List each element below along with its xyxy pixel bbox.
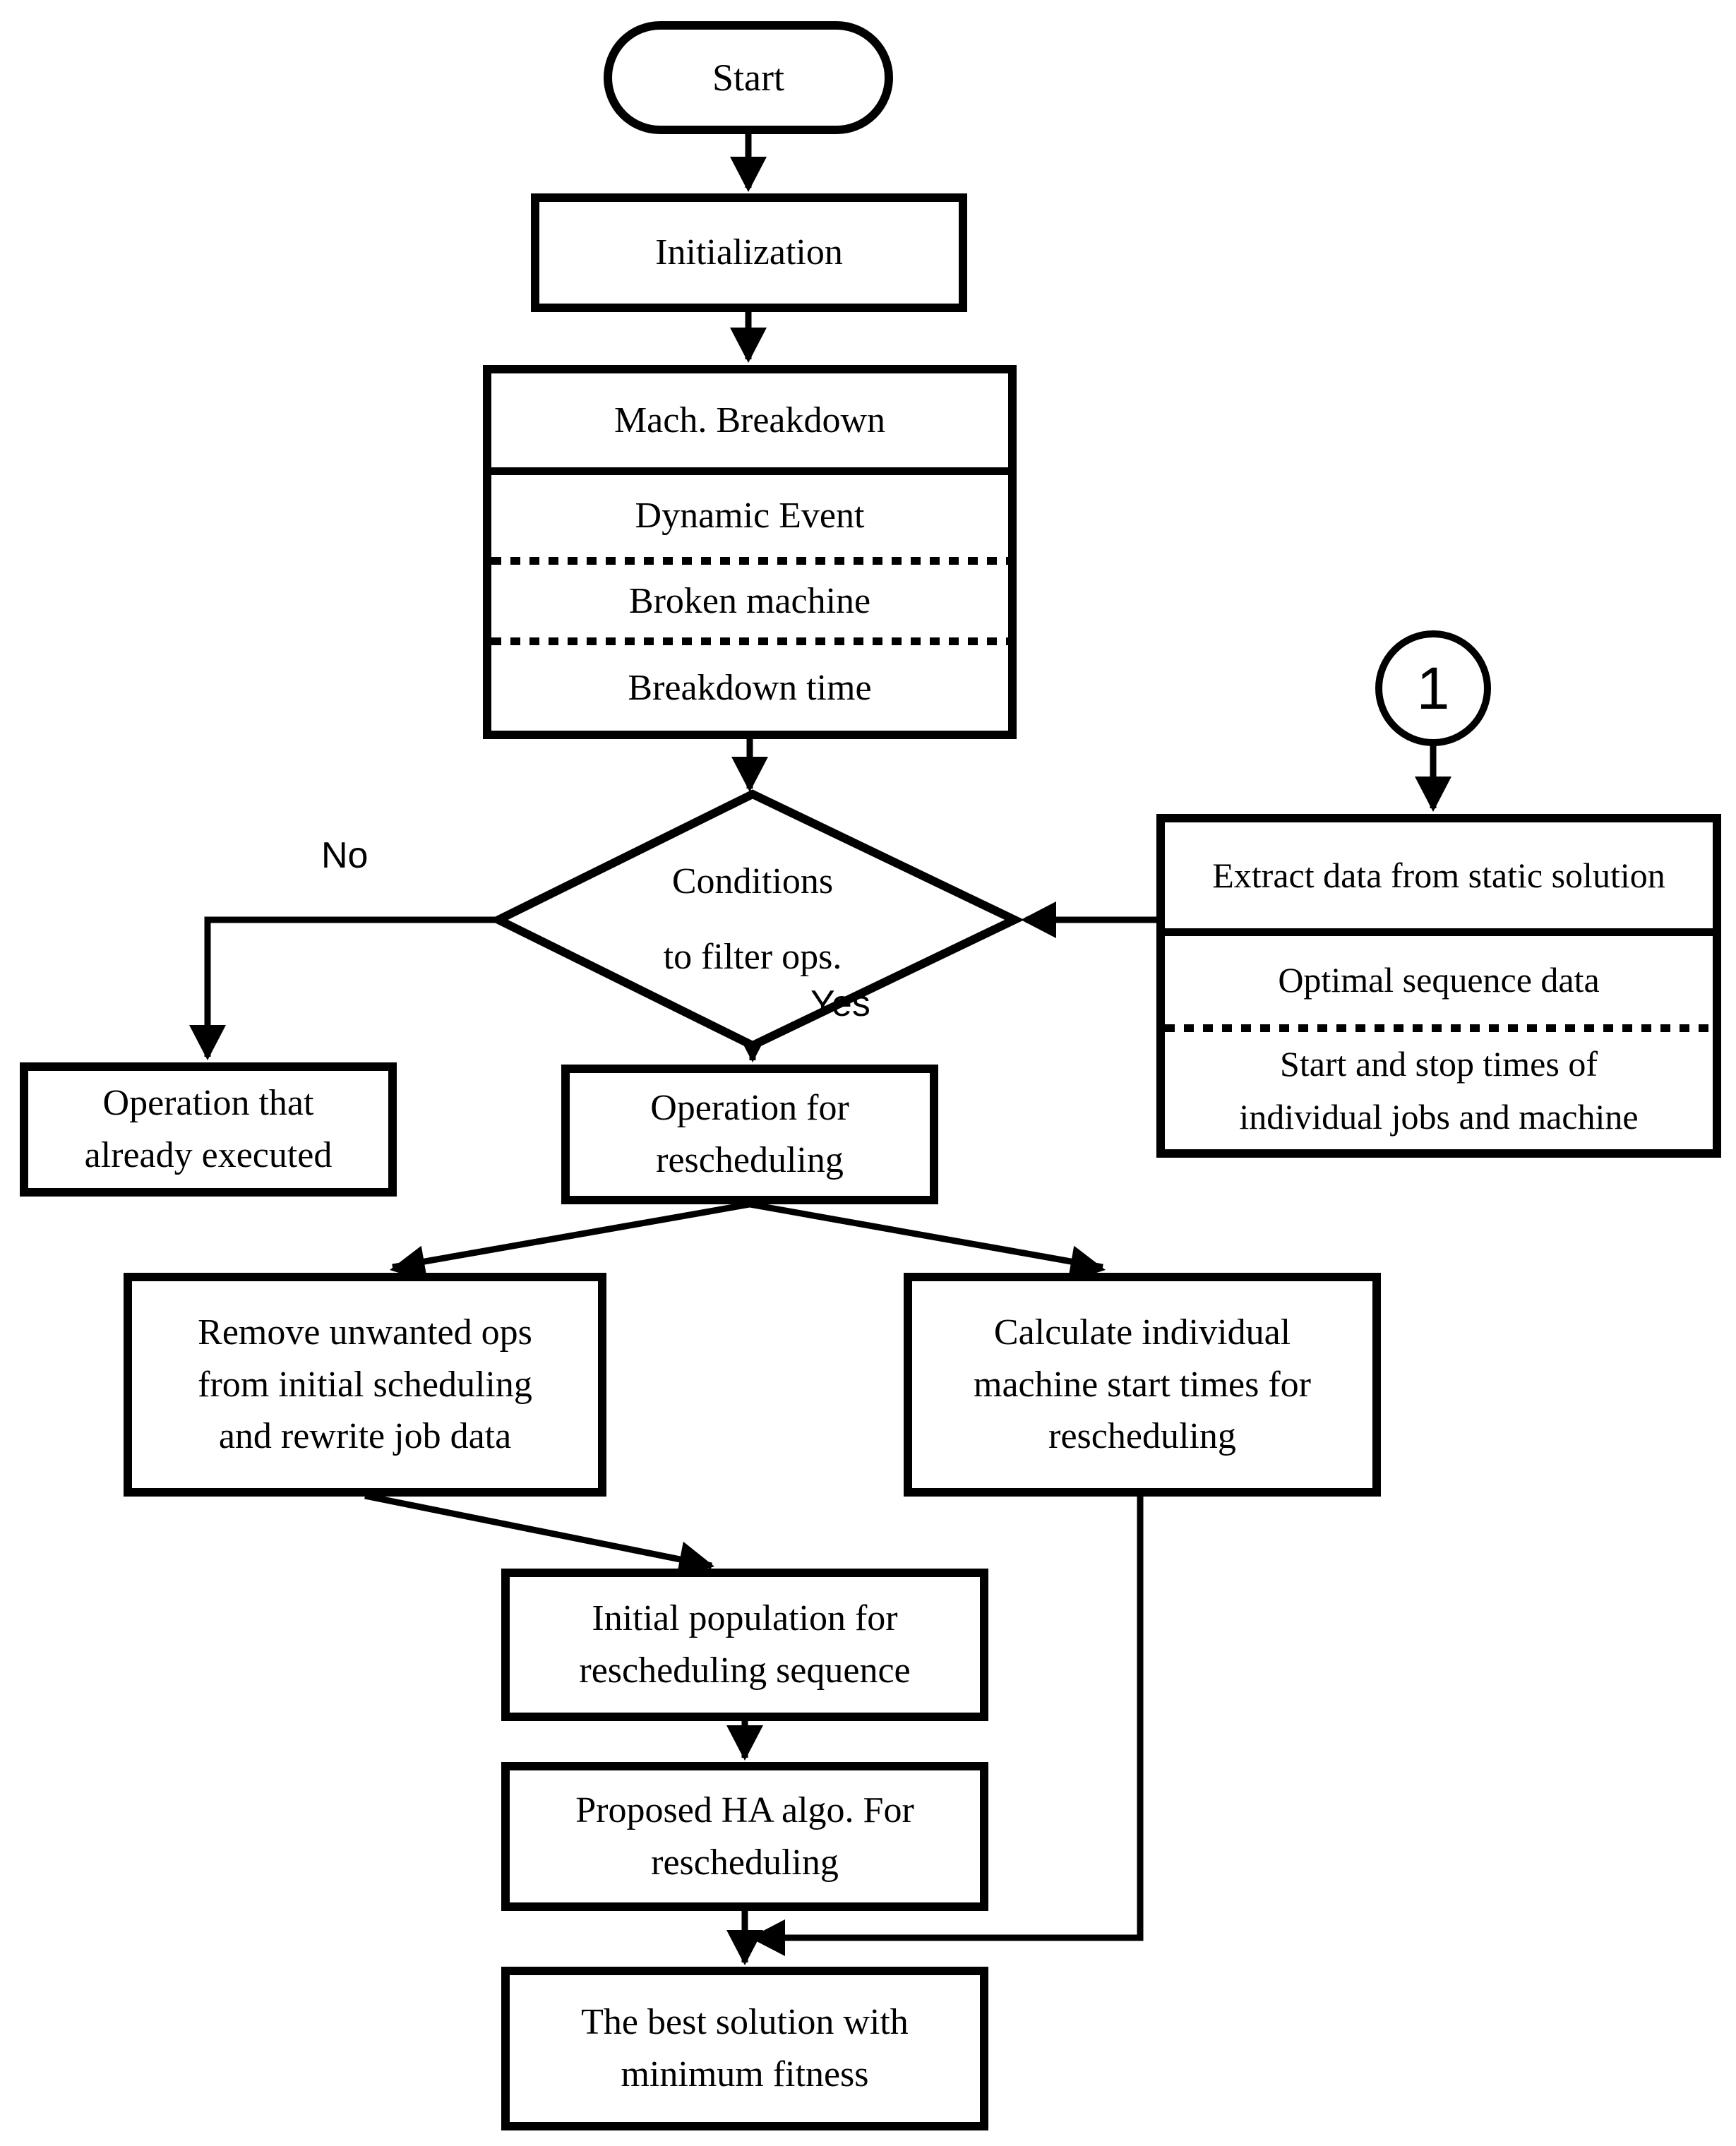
decision-line-1: Conditions — [671, 861, 834, 902]
operation-rescheduling-line-2: rescheduling — [656, 1140, 844, 1180]
broken-machine-row — [491, 565, 1008, 637]
dynamic-event-row — [491, 475, 1008, 557]
machine-breakdown-title: Mach. Breakdown — [613, 400, 886, 440]
optimal-sequence-label: Optimal sequence data — [1278, 960, 1600, 1000]
operation-rescheduling-node — [561, 1065, 938, 1204]
calculate-line-3: rescheduling — [1048, 1416, 1236, 1457]
machine-breakdown-title-row — [491, 373, 1008, 467]
extract-title-row — [1165, 822, 1713, 928]
dotted-divider — [1165, 1024, 1713, 1032]
best-solution-line-2: minimum fitness — [621, 2054, 869, 2094]
no-edge-label: No — [321, 835, 369, 876]
arrowhead-population-ha — [726, 1725, 763, 1761]
initialization-node — [531, 193, 967, 312]
calculate-start-times-node — [904, 1273, 1381, 1497]
proposed-ha-line-2: rescheduling — [651, 1842, 839, 1883]
arrowhead-no-already — [189, 1025, 226, 1060]
initial-population-node — [501, 1569, 988, 1721]
yes-edge-label: Yes — [810, 983, 870, 1024]
decision-line-2: to filter ops. — [663, 937, 842, 977]
start-stop-line-1: Start and stop times of — [1280, 1044, 1598, 1084]
proposed-ha-node — [501, 1762, 988, 1911]
calculate-line-2: machine start times for — [974, 1364, 1311, 1405]
start-label: Start — [712, 56, 784, 99]
connector-1-label: 1 — [1416, 654, 1450, 721]
arrowhead-start-init — [730, 157, 767, 192]
breakdown-time-label: Breakdown time — [628, 667, 872, 708]
calculate-line-1: Calculate individual — [993, 1312, 1291, 1353]
edge-decision-no-path — [208, 920, 498, 1057]
remove-unwanted-line-1: Remove unwanted ops — [198, 1312, 532, 1353]
dotted-divider — [491, 557, 1008, 565]
already-executed-node — [20, 1062, 397, 1197]
best-solution-line-1: The best solution with — [581, 2002, 909, 2043]
remove-unwanted-line-2: from initial scheduling — [198, 1364, 532, 1405]
solid-divider — [491, 467, 1008, 475]
start-node — [604, 21, 893, 134]
machine-breakdown-node — [483, 365, 1017, 739]
arrowhead-init-breakdown — [730, 328, 767, 363]
start-stop-line-2: individual jobs and machine — [1239, 1097, 1639, 1137]
optimal-sequence-row — [1165, 936, 1713, 1024]
solid-divider — [1165, 928, 1713, 936]
initialization-label: Initialization — [655, 232, 843, 273]
arrowhead-calculate-join — [750, 1919, 785, 1956]
dotted-divider — [491, 637, 1008, 645]
extract-title: Extract data from static solution — [1212, 855, 1665, 895]
edge-remove-to-population — [365, 1496, 712, 1566]
extract-static-node — [1156, 814, 1721, 1158]
proposed-ha-line-1: Proposed HA algo. For — [575, 1790, 914, 1830]
arrowhead-breakdown-decision — [731, 757, 768, 792]
remove-unwanted-line-3: and rewrite job data — [218, 1416, 512, 1457]
remove-unwanted-node — [124, 1273, 606, 1497]
broken-machine-label: Broken machine — [628, 580, 871, 621]
initial-population-line-1: Initial population for — [592, 1598, 898, 1639]
already-executed-line-1: Operation that — [102, 1083, 314, 1124]
decision-node-text — [611, 833, 894, 1007]
already-executed-line-2: already executed — [84, 1135, 333, 1175]
arrowhead-connector1-extract — [1415, 777, 1451, 812]
start-stop-row — [1165, 1032, 1713, 1149]
initial-population-line-2: rescheduling sequence — [579, 1650, 911, 1691]
edge-operation-to-remove — [393, 1204, 750, 1267]
breakdown-time-row — [491, 645, 1008, 731]
dynamic-event-label: Dynamic Event — [635, 496, 865, 536]
operation-rescheduling-line-1: Operation for — [650, 1088, 849, 1129]
best-solution-node — [501, 1967, 988, 2130]
edge-operation-to-calculate — [750, 1204, 1103, 1267]
arrowhead-extract-decision — [1021, 901, 1056, 938]
